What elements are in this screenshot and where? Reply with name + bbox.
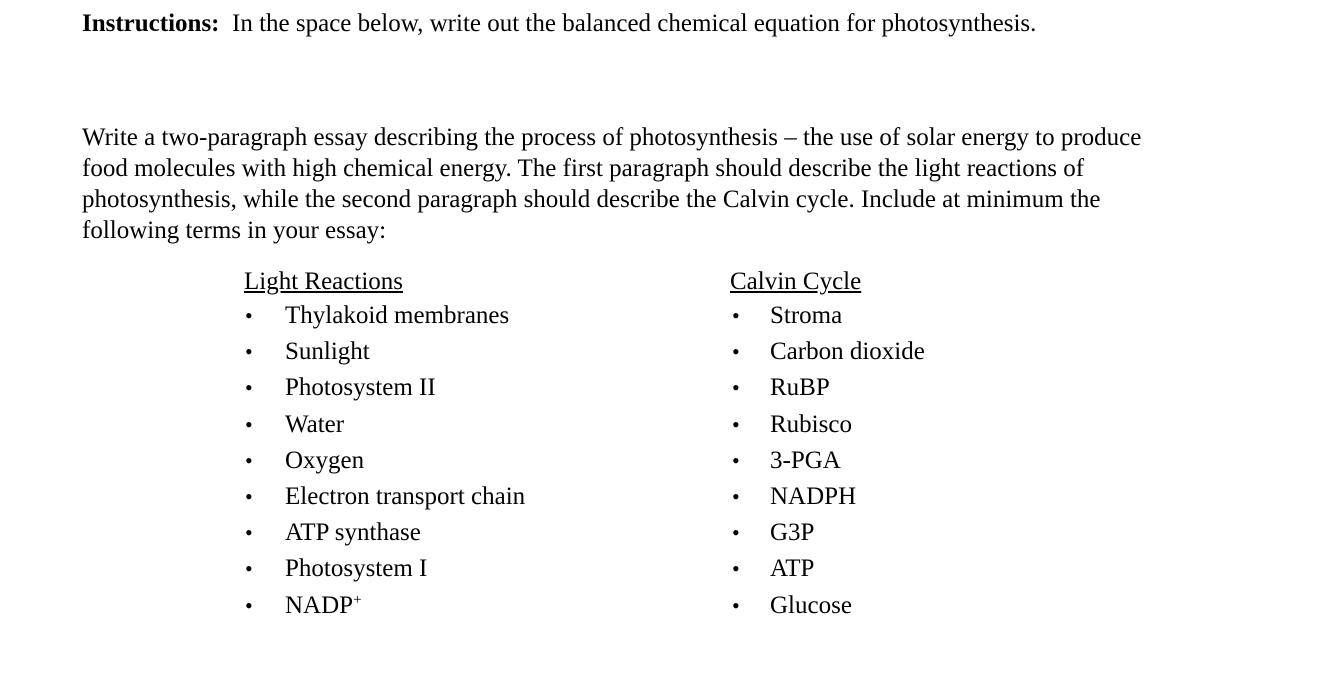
bullet-icon: • — [732, 411, 740, 437]
list-item — [730, 551, 925, 587]
superscript-plus: + — [353, 591, 362, 608]
bullet-icon: • — [245, 447, 253, 473]
bullet-icon: • — [245, 592, 253, 618]
list-item — [244, 334, 525, 370]
list-item — [244, 370, 525, 406]
list-item — [730, 479, 925, 515]
list-item — [244, 479, 525, 515]
bullet-icon: • — [732, 339, 740, 365]
term-label: Electron transport chain — [285, 482, 526, 510]
bullet-icon: • — [732, 483, 740, 509]
term-label: ATP — [770, 555, 815, 583]
term-label: Sunlight — [285, 338, 370, 366]
term-label: RuBP — [770, 374, 830, 402]
list-item — [730, 334, 925, 370]
list-item — [730, 588, 925, 624]
bullet-icon: • — [245, 411, 253, 437]
bullet-icon: • — [245, 303, 253, 328]
instructions-line — [82, 9, 1036, 39]
term-label: Carbon dioxide — [770, 338, 925, 366]
term-label: Photosystem II — [285, 374, 436, 402]
term-label: Stroma — [770, 302, 843, 329]
term-label: 3-PGA — [770, 446, 841, 474]
list-item — [730, 298, 925, 334]
term-label: Glucose — [770, 591, 852, 619]
light-reactions-list — [244, 298, 525, 624]
list-item — [244, 443, 525, 479]
list-item — [244, 407, 525, 443]
bullet-icon: • — [245, 520, 253, 546]
essay-prompt-line: following terms in your essay: — [82, 217, 387, 244]
essay-prompt-line: food molecules with high chemical energy. The first paragraph should describe the light reactions of — [82, 155, 1085, 182]
term-label: NADPH — [770, 482, 857, 510]
calvin-cycle-column — [730, 266, 925, 624]
bullet-icon: • — [732, 520, 740, 546]
calvin-cycle-list — [730, 298, 925, 624]
bullet-icon: • — [245, 375, 253, 401]
calvin-cycle-heading: Calvin Cycle — [730, 268, 862, 295]
essay-prompt-line: photosynthesis, while the second paragraph should describe the Calvin cycle. Include at minimum the — [82, 186, 1101, 213]
term-label: Water — [285, 410, 345, 438]
bullet-icon: • — [732, 447, 740, 473]
bullet-icon: • — [245, 339, 253, 365]
term-label: G3P — [770, 519, 815, 547]
essay-prompt-line: Write a two-paragraph essay describing the process of photosynthesis – the use of solar energy to produce — [82, 124, 1142, 151]
list-item — [244, 515, 525, 551]
instructions-text: In the space below, write out the balanced chemical equation for photosynthesis. — [232, 10, 1037, 37]
light-reactions-heading: Light Reactions — [244, 268, 403, 295]
list-item — [730, 515, 925, 551]
term-label: Rubisco — [770, 410, 852, 438]
term-label: Oxygen — [285, 446, 365, 474]
list-item — [244, 298, 525, 334]
bullet-icon: • — [732, 592, 740, 618]
term-label: ATP synthase — [285, 519, 421, 547]
term-label: NADP — [285, 591, 354, 619]
bullet-icon: • — [245, 556, 253, 582]
light-reactions-column — [244, 266, 525, 624]
bullet-icon: • — [732, 303, 740, 328]
term-label: Photosystem I — [285, 555, 428, 583]
list-item — [244, 588, 525, 624]
list-item — [730, 407, 925, 443]
essay-prompt — [82, 122, 1282, 246]
instructions-label: Instructions: — [82, 10, 220, 37]
list-item — [730, 370, 925, 406]
bullet-icon: • — [732, 556, 740, 582]
list-item — [244, 551, 525, 587]
bullet-icon: • — [732, 375, 740, 401]
term-label: Thylakoid membranes — [285, 302, 510, 329]
bullet-icon: • — [245, 483, 253, 509]
list-item — [730, 443, 925, 479]
